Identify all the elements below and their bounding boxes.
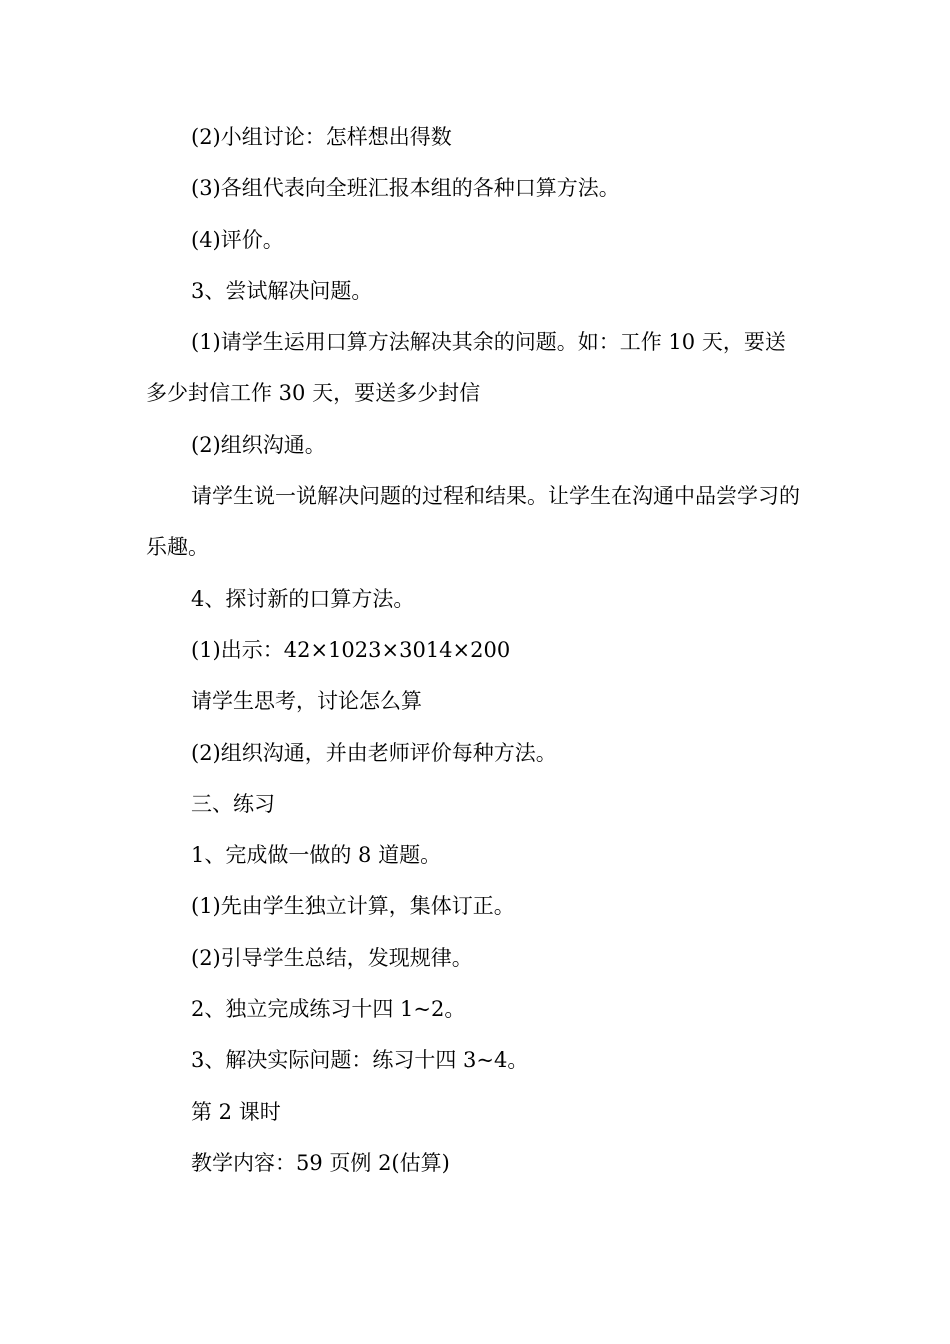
paragraph: 请学生说一说解决问题的过程和结果。让学生在沟通中品尝学习的乐趣。: [146, 484, 800, 560]
section-heading: 第 2 课时: [191, 1099, 281, 1124]
paragraph: (1)先由学生独立计算，集体订正。: [191, 894, 515, 919]
document-body: [146, 112, 806, 1189]
paragraph: 教学内容：59 页例 2(估算): [191, 1150, 450, 1175]
paragraph: (4)评价。: [191, 227, 284, 252]
paragraph: (2)小组讨论：怎样想出得数: [191, 125, 452, 149]
paragraph: (1)出示：42×1023×3014×200: [191, 637, 511, 662]
section-heading: 3、尝试解决问题。: [191, 278, 373, 303]
section-heading: 三、练习: [191, 791, 275, 816]
paragraph: 3、解决实际问题：练习十四 3~4。: [191, 1048, 529, 1073]
paragraph: 2、独立完成练习十四 1~2。: [191, 997, 466, 1022]
section-heading: 4、探讨新的口算方法。: [191, 586, 415, 611]
paragraph: (2)组织沟通，并由老师评价每种方法。: [191, 740, 557, 765]
paragraph: 请学生思考，讨论怎么算: [191, 689, 422, 714]
paragraph: (1)请学生运用口算方法解决其余的问题。如：工作 10 天，要送多少封信工作 30 天，要送多少封信: [146, 330, 786, 406]
paragraph: (2)引导学生总结，发现规律。: [191, 945, 473, 970]
paragraph: (2)组织沟通。: [191, 432, 326, 457]
paragraph: 1、完成做一做的 8 道题。: [191, 843, 442, 868]
paragraph: (3)各组代表向全班汇报本组的各种口算方法。: [191, 176, 620, 201]
